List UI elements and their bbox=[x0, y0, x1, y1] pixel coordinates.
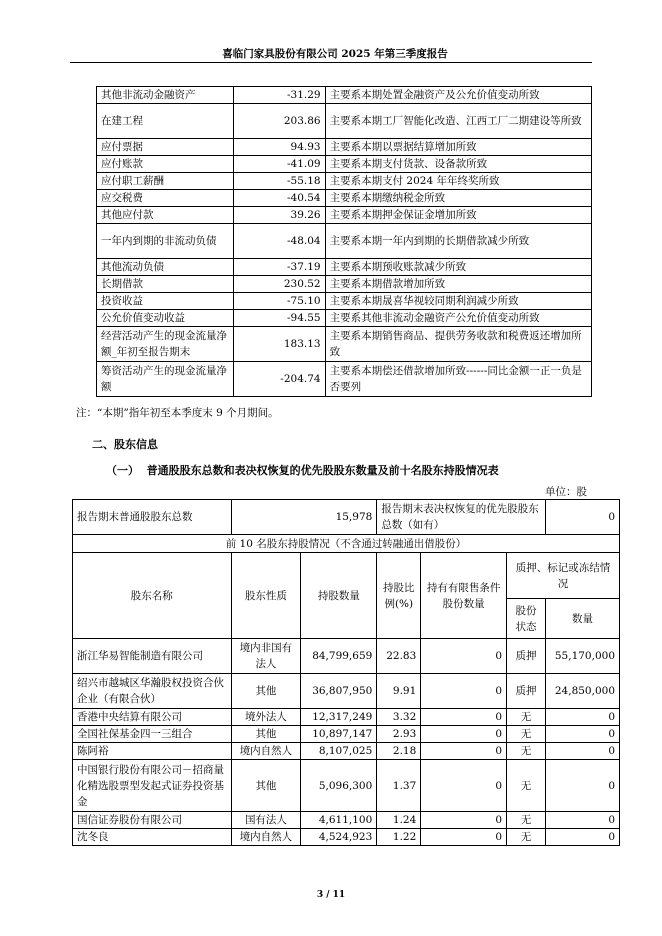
table-row bbox=[97, 190, 592, 207]
reason-cell: 主要系本期销售商品、提供劳务收款和税费返还增加所致 bbox=[325, 327, 591, 362]
pledge-quantity: 24,850,000 bbox=[545, 674, 619, 709]
col-header-ratio: 持股比例(%) bbox=[377, 553, 421, 639]
table-row bbox=[97, 87, 592, 104]
shares-count: 10,897,147 bbox=[301, 726, 377, 743]
shareholders-table bbox=[72, 499, 620, 846]
shareholder-nature: 境内自然人 bbox=[231, 743, 301, 760]
value-cell: -55.18 bbox=[233, 173, 325, 190]
value-cell: -75.10 bbox=[233, 293, 325, 310]
shares-count: 5,096,300 bbox=[301, 760, 377, 812]
table-row bbox=[97, 173, 592, 190]
item-cell: 长期借款 bbox=[97, 276, 234, 293]
value-cell: -37.19 bbox=[233, 259, 325, 276]
item-cell: 筹资活动产生的现金流量净额 bbox=[97, 362, 234, 397]
item-cell: 经营活动产生的现金流量净额_年初至报告期末 bbox=[97, 327, 234, 362]
shareholder-row bbox=[73, 639, 620, 674]
item-cell: 应交税费 bbox=[97, 190, 234, 207]
pledge-quantity: 0 bbox=[545, 726, 619, 743]
shareholder-row bbox=[73, 726, 620, 743]
reason-cell: 主要系本期支付 2024 年年终奖所致 bbox=[325, 173, 591, 190]
shareholder-nature: 境内自然人 bbox=[231, 829, 301, 846]
report-title: 喜临门家具股份有限公司 2025 年第三季度报告 bbox=[222, 48, 448, 60]
shareholder-name: 全国社保基金四一三组合 bbox=[73, 726, 232, 743]
reason-cell: 主要系本期偿还借款增加所致------同比金额一正一负是否要列 bbox=[325, 362, 591, 397]
changes-table bbox=[96, 86, 592, 397]
value-cell: -31.29 bbox=[233, 87, 325, 104]
table-row bbox=[97, 362, 592, 397]
restricted-shares: 0 bbox=[421, 726, 507, 743]
share-ratio: 2.18 bbox=[377, 743, 421, 760]
pledge-status: 无 bbox=[507, 760, 546, 812]
col-header-restricted: 持有有限售条件股份数量 bbox=[421, 553, 507, 639]
restricted-shares: 0 bbox=[421, 674, 507, 709]
shareholder-row bbox=[73, 709, 620, 726]
share-ratio: 1.24 bbox=[377, 812, 421, 829]
top10-header-row bbox=[73, 535, 620, 553]
restricted-shares: 0 bbox=[421, 639, 507, 674]
restricted-shares: 0 bbox=[421, 760, 507, 812]
table-row bbox=[97, 104, 592, 139]
col-header-shares: 持股数量 bbox=[301, 553, 377, 639]
value-cell: -204.74 bbox=[233, 362, 325, 397]
pledge-status: 无 bbox=[507, 709, 546, 726]
shareholder-nature: 其他 bbox=[231, 760, 301, 812]
shareholder-name: 陈阿裕 bbox=[73, 743, 232, 760]
shareholder-nature: 其他 bbox=[231, 674, 301, 709]
shareholder-name: 香港中央结算有限公司 bbox=[73, 709, 232, 726]
restricted-shares: 0 bbox=[421, 743, 507, 760]
shares-count: 36,807,950 bbox=[301, 674, 377, 709]
table-row bbox=[97, 276, 592, 293]
col-header-status: 股份状态 bbox=[507, 599, 546, 639]
col-header-nature: 股东性质 bbox=[231, 553, 301, 639]
shareholder-row bbox=[73, 812, 620, 829]
value-cell: 39.26 bbox=[233, 207, 325, 224]
value-cell: -40.54 bbox=[233, 190, 325, 207]
reason-cell: 主要系本期预收账款减少所致 bbox=[325, 259, 591, 276]
reason-cell: 主要系本期支付货款、设备款所致 bbox=[325, 156, 591, 173]
item-cell: 公允价值变动收益 bbox=[97, 310, 234, 327]
pledge-status: 质押 bbox=[507, 674, 546, 709]
table-row bbox=[97, 224, 592, 259]
reason-cell: 主要系本期一年内到期的长期借款减少所致 bbox=[325, 224, 591, 259]
shareholder-nature: 境内非国有法人 bbox=[231, 639, 301, 674]
pledge-quantity: 0 bbox=[545, 743, 619, 760]
item-cell: 其他非流动金融资产 bbox=[97, 87, 234, 104]
share-ratio: 3.32 bbox=[377, 709, 421, 726]
share-ratio: 9.91 bbox=[377, 674, 421, 709]
shares-count: 8,107,025 bbox=[301, 743, 377, 760]
subsection-prefix: （一） bbox=[106, 464, 139, 477]
shareholder-name: 国信证券股份有限公司 bbox=[73, 812, 232, 829]
table-row bbox=[97, 293, 592, 310]
item-cell: 应付账款 bbox=[97, 156, 234, 173]
subsection-title bbox=[106, 462, 499, 478]
restricted-shares: 0 bbox=[421, 709, 507, 726]
col-header-name: 股东名称 bbox=[73, 553, 232, 639]
value-cell: 94.93 bbox=[233, 139, 325, 156]
preferred-holders-label: 报告期末表决权恢复的优先股股东总数（如有） bbox=[377, 500, 546, 535]
pledge-quantity: 0 bbox=[545, 812, 619, 829]
pledge-quantity: 0 bbox=[545, 709, 619, 726]
table-row bbox=[97, 327, 592, 362]
table-row bbox=[97, 207, 592, 224]
pledge-quantity: 0 bbox=[545, 829, 619, 846]
page-number: 3 / 11 bbox=[316, 890, 346, 900]
section-title: 二、股东信息 bbox=[92, 438, 158, 451]
restricted-shares: 0 bbox=[421, 829, 507, 846]
item-cell: 应付票据 bbox=[97, 139, 234, 156]
col-header-pledge: 质押、标记或冻结情况 bbox=[507, 553, 620, 599]
reason-cell: 主要系本期缴纳税金所致 bbox=[325, 190, 591, 207]
pledge-status: 无 bbox=[507, 726, 546, 743]
share-ratio: 1.22 bbox=[377, 829, 421, 846]
col-header-quantity: 数量 bbox=[545, 599, 619, 639]
table-row bbox=[97, 310, 592, 327]
pledge-status: 无 bbox=[507, 743, 546, 760]
shares-count: 84,799,659 bbox=[301, 639, 377, 674]
shareholder-row bbox=[73, 760, 620, 812]
pledge-status: 质押 bbox=[507, 639, 546, 674]
shareholder-name: 浙江华易智能制造有限公司 bbox=[73, 639, 232, 674]
item-cell: 其他应付款 bbox=[97, 207, 234, 224]
table-row bbox=[97, 259, 592, 276]
reason-cell: 主要系本期以票据结算增加所致 bbox=[325, 139, 591, 156]
pledge-quantity: 55,170,000 bbox=[545, 639, 619, 674]
shares-count: 4,524,923 bbox=[301, 829, 377, 846]
common-holders-value: 15,978 bbox=[231, 500, 377, 535]
table-row bbox=[97, 156, 592, 173]
value-cell: -48.04 bbox=[233, 224, 325, 259]
reason-cell: 主要系本期工厂智能化改造、江西工厂二期建设等所致 bbox=[325, 104, 591, 139]
shareholder-name: 沈冬良 bbox=[73, 829, 232, 846]
value-cell: 203.86 bbox=[233, 104, 325, 139]
value-cell: -94.55 bbox=[233, 310, 325, 327]
shareholder-nature: 其他 bbox=[231, 726, 301, 743]
shareholder-nature: 国有法人 bbox=[231, 812, 301, 829]
item-cell: 其他流动负债 bbox=[97, 259, 234, 276]
pledge-status: 无 bbox=[507, 829, 546, 846]
table-note: 注：“本期”指年初至本季度末 9 个月期间。 bbox=[76, 407, 279, 419]
shareholder-name: 绍兴市越城区华瀚股权投资合伙企业（有限合伙） bbox=[73, 674, 232, 709]
reason-cell: 主要系本期押金保证金增加所致 bbox=[325, 207, 591, 224]
item-cell: 应付职工薪酬 bbox=[97, 173, 234, 190]
shares-count: 12,317,249 bbox=[301, 709, 377, 726]
value-cell: 183.13 bbox=[233, 327, 325, 362]
shareholder-row bbox=[73, 743, 620, 760]
item-cell: 投资收益 bbox=[97, 293, 234, 310]
value-cell: 230.52 bbox=[233, 276, 325, 293]
reason-cell: 主要系其他非流动金融资产公允价值变动所致 bbox=[325, 310, 591, 327]
preferred-holders-value: 0 bbox=[545, 500, 619, 535]
top10-header: 前 10 名股东持股情况（不含通过转融通出借股份） bbox=[73, 535, 620, 553]
reason-cell: 主要系本期处置金融资产及公允价值变动所致 bbox=[325, 87, 591, 104]
reason-cell: 主要系本期晟喜华视较同期利润减少所致 bbox=[325, 293, 591, 310]
summary-row bbox=[73, 500, 620, 535]
shareholder-row bbox=[73, 829, 620, 846]
column-header-row bbox=[73, 553, 620, 599]
shareholder-row bbox=[73, 674, 620, 709]
shares-count: 4,611,100 bbox=[301, 812, 377, 829]
item-cell: 一年内到期的非流动负债 bbox=[97, 224, 234, 259]
subsection-text: 普通股股东总数和表决权恢复的优先股股东数量及前十名股东持股情况表 bbox=[146, 464, 499, 477]
share-ratio: 22.83 bbox=[377, 639, 421, 674]
shareholder-name: 中国银行股份有限公司－招商量化精选股票型发起式证券投资基金 bbox=[73, 760, 232, 812]
table-row bbox=[97, 139, 592, 156]
unit-label: 单位：股 bbox=[545, 486, 587, 498]
header-rule bbox=[70, 62, 592, 63]
value-cell: -41.09 bbox=[233, 156, 325, 173]
share-ratio: 1.37 bbox=[377, 760, 421, 812]
pledge-quantity: 0 bbox=[545, 760, 619, 812]
common-holders-label: 报告期末普通股股东总数 bbox=[73, 500, 232, 535]
shareholder-nature: 境外法人 bbox=[231, 709, 301, 726]
item-cell: 在建工程 bbox=[97, 104, 234, 139]
reason-cell: 主要系本期借款增加所致 bbox=[325, 276, 591, 293]
share-ratio: 2.93 bbox=[377, 726, 421, 743]
pledge-status: 无 bbox=[507, 812, 546, 829]
restricted-shares: 0 bbox=[421, 812, 507, 829]
